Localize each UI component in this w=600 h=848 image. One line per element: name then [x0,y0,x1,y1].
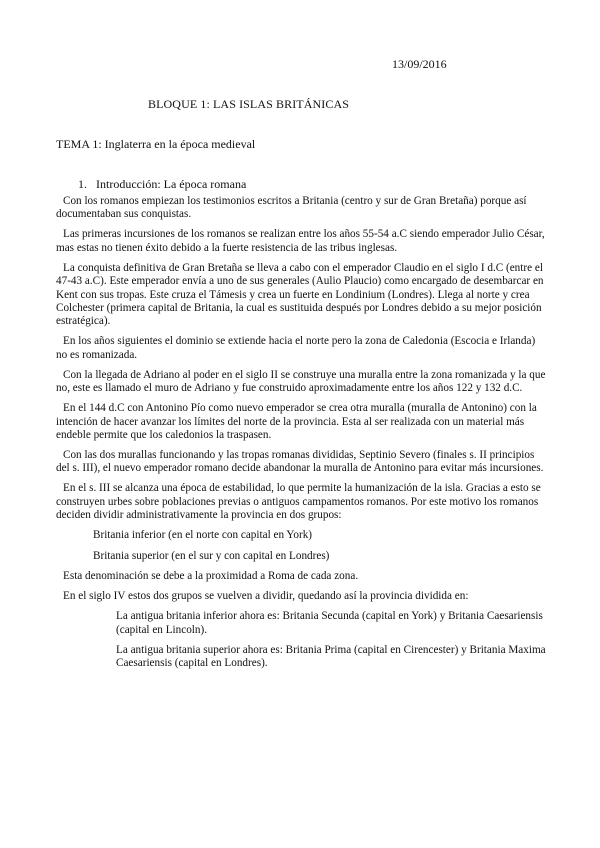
paragraph: En los años siguientes el dominio se extiende hacia el norte pero la zona de Caledonia (Escocia e Irlanda) no es romanizada. [56,335,536,361]
paragraph: Con los romanos empiezan los testimonios escritos a Britania (centro y sur de Gran Bretaña) porque así documentaban sus conquistas. [56,195,527,221]
document-date: 13/09/2016 [392,57,447,71]
section-heading [78,177,246,191]
list-item: La antigua britania inferior ahora es: Britania Secunda (capital en York) y Britania Caesariensis (capital en Lincoln). [116,610,543,636]
paragraph: Con las dos murallas funcionando y las tropas romanas divididas, Septinio Severo (finales s. II principios del s. III), el nuevo emperador romano decide abandonar la muralla de Antonino para evitar más incursiones. [56,449,544,475]
paragraph: La conquista definitiva de Gran Bretaña se lleva a cabo con el emperador Claudio en el siglo I d.C (entre el 47-43 a.C). Este emperador envía a uno de sus generales (Aulio Plaucio) como encargado de desembarcar en Kent con sus tropas. Este cruza el Támesis y crea un fuerte en Londinium (Londres). Llega al norte y crea Colchester (primera capital de Britania, la cual es sustituida después por Londres debido a su mejor posición estratégica). [56,261,544,328]
section-number: 1. [78,177,87,191]
paragraph: En el s. III se alcanza una época de estabilidad, lo que permite la humanización de la isla. Gracias a esto se construyen urbes sobre poblaciones previas o antiguos campamentos romanos. Por este motivo los romanos deciden dividir administrativamente la provincia en dos grupos: [56,482,541,522]
paragraph: Esta denominación se debe a la proximidad a Roma de cada zona. [63,570,359,583]
list-item: Britania inferior (en el norte con capital en York) [93,529,313,542]
list-item: La antigua britania superior ahora es: Britania Prima (capital en Cirencester) y Britania Maxima Caesariensis (capital en Londres). [116,643,546,670]
document-title: BLOQUE 1: LAS ISLAS BRITÁNICAS [148,97,350,111]
document-body [56,195,546,678]
topic-heading: TEMA 1: Inglaterra en la época medieval [56,137,256,151]
paragraph: Con la llegada de Adriano al poder en el siglo II se construye una muralla entre la zona romanizada y la que no, este es llamado el muro de Adriano y fue construido aproximadamente entre los años 122 y 132 d.C. [56,368,546,395]
paragraph: Las primeras incursiones de los romanos se realizan entre los años 55-54 a.C siendo emperador Julio César, mas estas no tienen éxito debido a la fuerte resistencia de las tribus inglesas. [56,228,545,254]
list-item: Britania superior (en el sur y con capital en Londres) [93,549,330,562]
paragraph: En el 144 d.C con Antonino Pío como nuevo emperador se crea otra muralla (muralla de Antonino) con la intención de hacer avanzar los límites del norte de la provincia. Esta al ser realizada con un material más endeble permite que los caledonios la traspasen. [56,402,537,442]
section-title: Introducción: La época romana [96,177,247,191]
paragraph: En el siglo IV estos dos grupos se vuelven a dividir, quedando así la provincia dividida en: [63,590,469,603]
